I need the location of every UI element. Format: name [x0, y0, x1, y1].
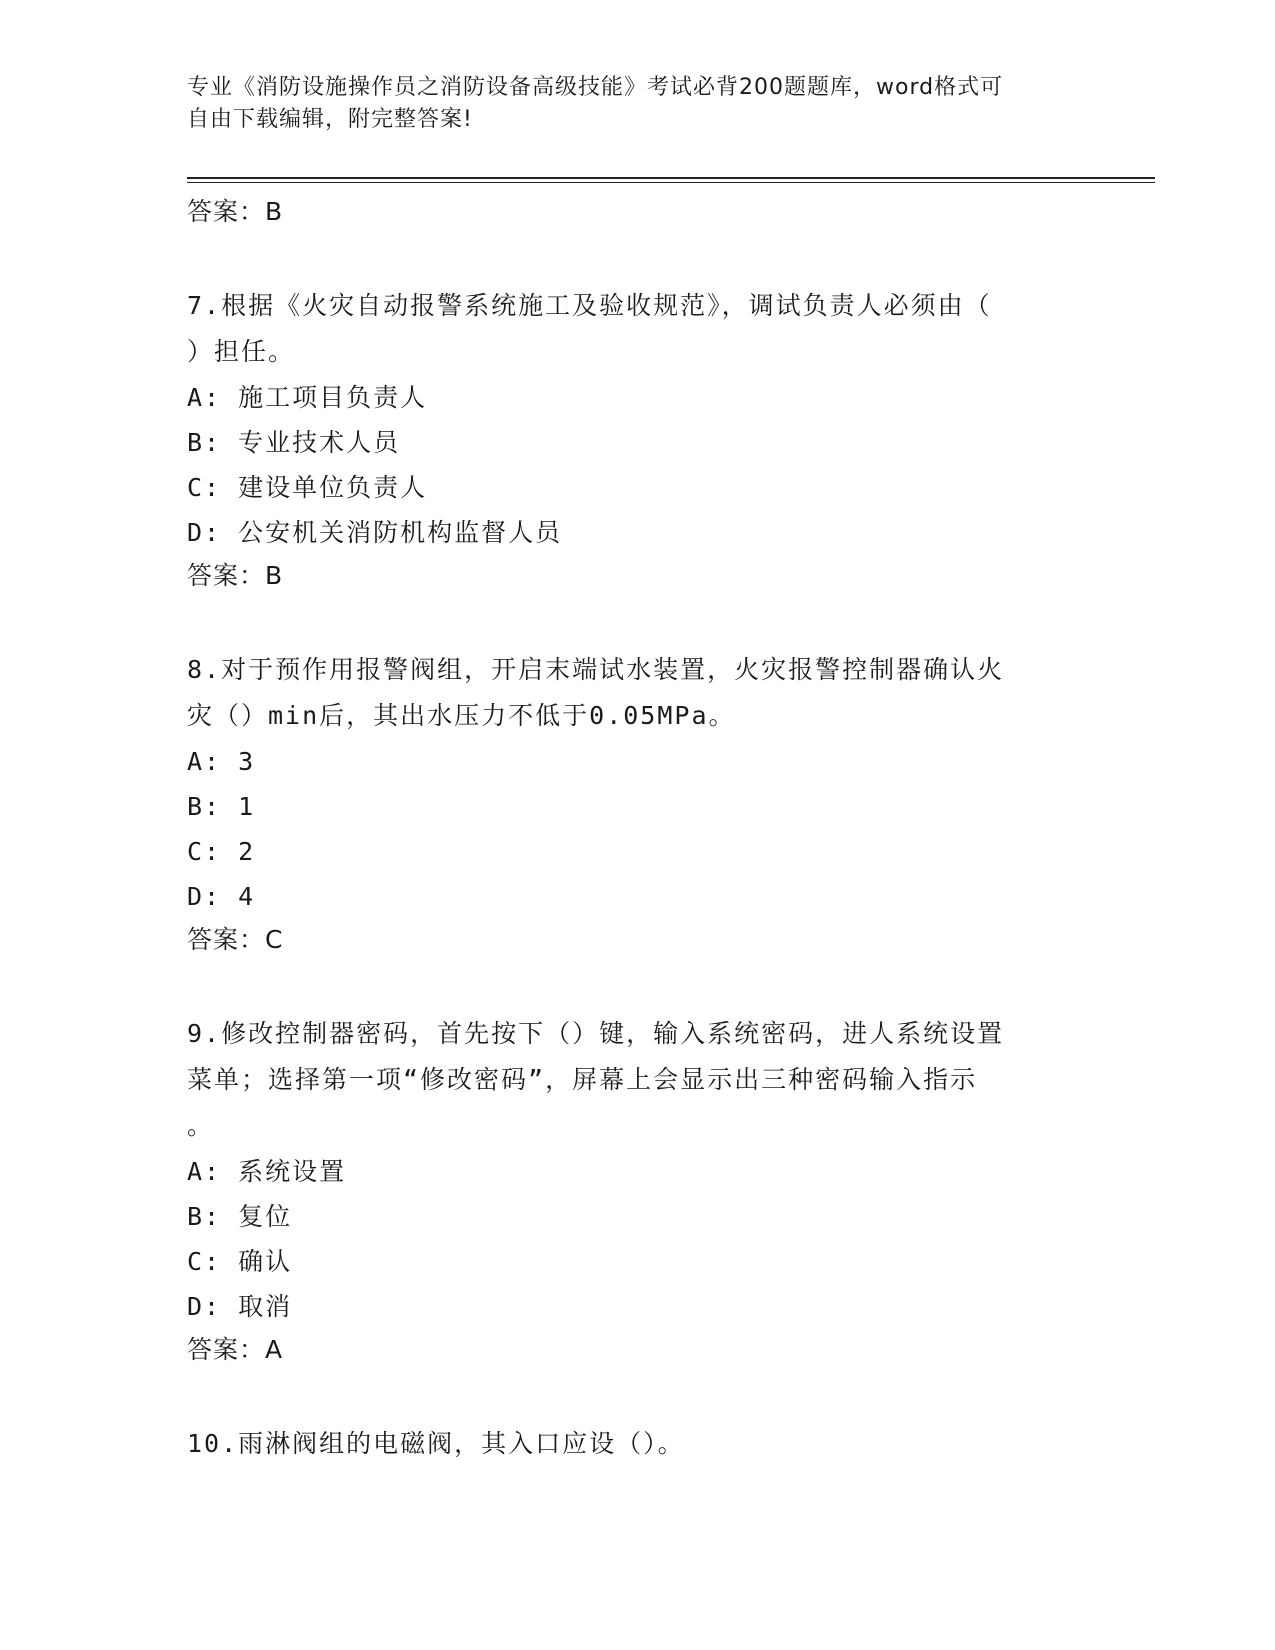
header-line-2: 自由下载编辑，附完整答案! — [187, 107, 473, 132]
question-text: 7.根据《火灾自动报警系统施工及验收规范》，调试负责人必须由（ ）担任。 — [187, 291, 992, 366]
page-header — [187, 72, 1067, 136]
option-d: D: 公安机关消防机构监督人员 — [187, 518, 563, 547]
answer-line: 答案：B — [187, 197, 284, 226]
answer-line: 答案：B — [187, 561, 284, 590]
option-a: A: 3 — [187, 747, 256, 776]
question-block — [187, 647, 1087, 961]
option-b: B: 专业技术人员 — [187, 428, 401, 457]
answer-line: 答案：C — [187, 925, 284, 954]
question-block — [187, 1011, 1087, 1371]
option-a: A: 系统设置 — [187, 1157, 347, 1186]
option-d: D: 取消 — [187, 1292, 293, 1321]
header-line-1: 专业《消防设施操作员之消防设备高级技能》考试必背200题题库，word格式可 — [187, 75, 1004, 100]
option-a: A: 施工项目负责人 — [187, 383, 428, 412]
header-divider-thin — [187, 182, 1155, 183]
option-d: D: 4 — [187, 882, 256, 911]
option-c: C: 建设单位负责人 — [187, 473, 428, 502]
answer-line: 答案：A — [187, 1335, 284, 1364]
question-text: 8.对于预作用报警阀组，开启末端试水装置，火灾报警控制器确认火 灾（）min后，其出水压力不低于0.05MPa。 — [187, 655, 1005, 730]
header-divider — [187, 177, 1155, 179]
question-block — [187, 283, 1087, 597]
option-c: C: 2 — [187, 837, 256, 866]
option-b: B: 复位 — [187, 1202, 293, 1231]
question-text: 10.雨淋阀组的电磁阀，其入口应设（）。 — [187, 1429, 685, 1458]
option-c: C: 确认 — [187, 1247, 293, 1276]
option-b: B: 1 — [187, 792, 256, 821]
question-block — [187, 1421, 1087, 1467]
document-body — [187, 191, 1087, 1467]
question-text: 9.修改控制器密码，首先按下（）键，输入系统密码，进人系统设置 菜单；选择第一项“修改密码”，屏幕上会显示出三种密码输入指示 。 — [187, 1019, 1005, 1140]
